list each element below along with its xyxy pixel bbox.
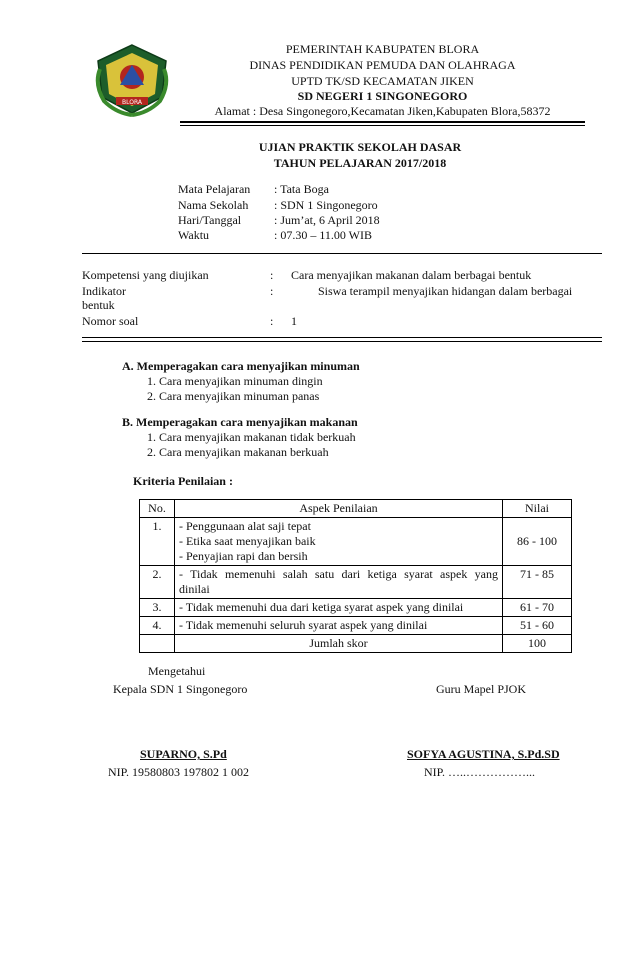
header-aspect: Aspek Penilaian xyxy=(175,500,503,518)
school-emblem-logo xyxy=(86,39,178,119)
row-no: 2. xyxy=(140,566,175,599)
letterhead-school-name: SD NEGERI 1 SINGONEGORO xyxy=(297,89,468,103)
section-b-item-2: 2. Cara menyajikan makanan berkuah xyxy=(147,445,329,459)
row-aspect: - Tidak memenuhi seluruh syarat aspek yang dinilai xyxy=(175,617,503,635)
section-divider-bottom-thin xyxy=(82,341,602,342)
info-label-school: Nama Sekolah xyxy=(178,198,249,212)
question-number-label: Nomor soal xyxy=(82,314,139,328)
principal-role: Kepala SDN 1 Singonegoro xyxy=(113,682,248,696)
exam-title: UJIAN PRAKTIK SEKOLAH DASAR xyxy=(258,140,462,154)
letterhead-divider-thin xyxy=(180,125,585,126)
section-a-heading: A. Memperagakan cara menyajikan minuman xyxy=(122,359,360,373)
question-number-value: 1 xyxy=(291,314,297,328)
teacher-role: Guru Mapel PJOK xyxy=(436,682,526,696)
info-label-date: Hari/Tanggal xyxy=(178,213,242,227)
row-no: 1. xyxy=(140,518,175,566)
competency-label: Kompetensi yang diujikan xyxy=(82,268,209,282)
section-divider-bottom xyxy=(82,337,602,338)
total-empty-cell xyxy=(140,635,175,653)
question-number-colon: : xyxy=(270,314,274,328)
table-row xyxy=(140,599,572,617)
indicator-colon: : xyxy=(270,284,274,298)
exam-year: TAHUN PELAJARAN 2017/2018 xyxy=(273,156,447,170)
info-value-time: : 07.30 – 11.00 WIB xyxy=(274,228,372,242)
row-score: 86 - 100 xyxy=(503,518,572,566)
row-no: 4. xyxy=(140,617,175,635)
principal-nip: NIP. 19580803 197802 1 002 xyxy=(108,765,250,779)
letterhead-divider xyxy=(180,121,585,123)
criteria-heading: Kriteria Penilaian : xyxy=(133,474,233,488)
table-total-row xyxy=(140,635,572,653)
section-divider-top xyxy=(82,253,602,254)
section-a-item-1: 1. Cara menyajikan minuman dingin xyxy=(147,374,323,388)
indicator-label: Indikator xyxy=(82,284,126,298)
aspect-line: - Etika saat menyajikan baik xyxy=(179,534,316,548)
row-score: 71 - 85 xyxy=(503,566,572,599)
acknowledged-label: Mengetahui xyxy=(148,664,206,678)
teacher-nip: NIP. …..……………... xyxy=(424,765,536,779)
row-aspect: - Tidak memenuhi dua dari ketiga syarat aspek yang dinilai xyxy=(175,599,503,617)
aspect-line: dinilai xyxy=(179,582,210,596)
info-value-school: : SDN 1 Singonegoro xyxy=(274,198,378,212)
competency-colon: : xyxy=(270,268,274,282)
info-value-date: : Jum’at, 6 April 2018 xyxy=(274,213,380,227)
teacher-name: SOFYA AGUSTINA, S.Pd.SD xyxy=(407,747,560,761)
table-row xyxy=(140,518,572,566)
svg-text:BLORA: BLORA xyxy=(122,99,142,106)
aspect-line: - Tidak memenuhi salah satu dari ketiga syarat aspek yang xyxy=(179,567,498,581)
total-label: Jumlah skor xyxy=(175,635,503,653)
row-aspect xyxy=(175,566,503,599)
criteria-header-row xyxy=(140,500,572,518)
header-score: Nilai xyxy=(503,500,572,518)
letterhead-unit: UPTD TK/SD KECAMATAN JIKEN xyxy=(291,74,474,88)
aspect-line: - Penggunaan alat saji tepat xyxy=(179,519,311,533)
row-aspect xyxy=(175,518,503,566)
section-a-item-2: 2. Cara menyajikan minuman panas xyxy=(147,389,320,403)
letterhead-office: DINAS PENDIDIKAN PEMUDA DAN OLAHRAGA xyxy=(249,58,516,72)
competency-value: Cara menyajikan makanan dalam berbagai bentuk xyxy=(291,268,532,282)
aspect-line: - Penyajian rapi dan bersih xyxy=(179,549,308,563)
section-b-heading: B. Memperagakan cara menyajikan makanan xyxy=(122,415,358,429)
info-label-subject: Mata Pelajaran xyxy=(178,182,251,196)
row-no: 3. xyxy=(140,599,175,617)
row-score: 61 - 70 xyxy=(503,599,572,617)
table-row xyxy=(140,617,572,635)
info-value-subject: : Tata Boga xyxy=(274,182,329,196)
indicator-value-continued: bentuk xyxy=(82,298,115,312)
table-row xyxy=(140,566,572,599)
indicator-value: Siswa terampil menyajikan hidangan dalam berbagai xyxy=(318,284,573,298)
letterhead-address: Alamat : Desa Singonegoro,Kecamatan Jiken,Kabupaten Blora,58372 xyxy=(214,104,551,118)
row-score: 51 - 60 xyxy=(503,617,572,635)
principal-name: SUPARNO, S.Pd xyxy=(140,747,227,761)
header-no: No. xyxy=(140,500,175,518)
total-score: 100 xyxy=(503,635,572,653)
section-b-item-1: 1. Cara menyajikan makanan tidak berkuah xyxy=(147,430,356,444)
letterhead-government: PEMERINTAH KABUPATEN BLORA xyxy=(285,42,480,56)
criteria-table xyxy=(139,499,572,653)
info-label-time: Waktu xyxy=(178,228,210,242)
